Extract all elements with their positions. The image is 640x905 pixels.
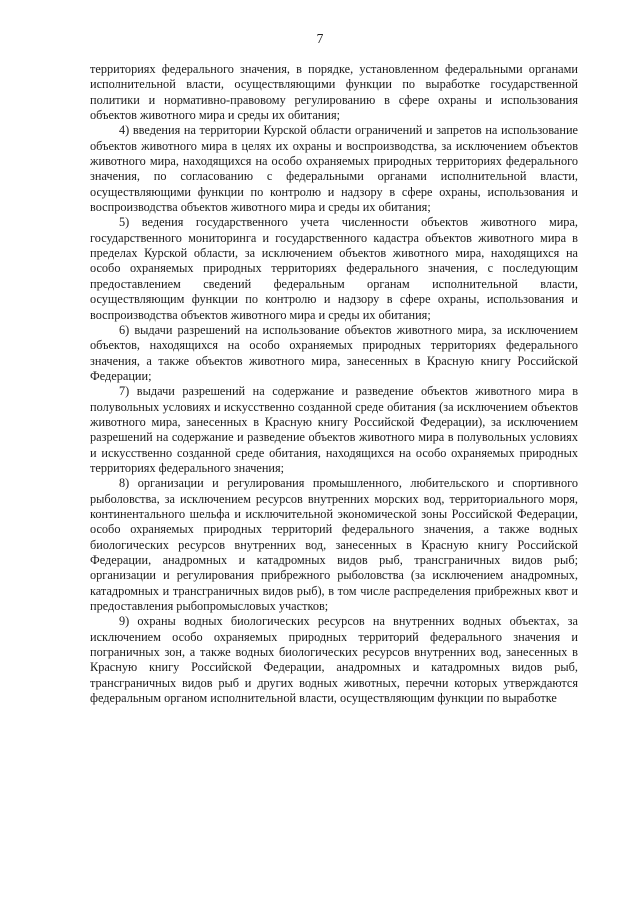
paragraph-item-9: 9) охраны водных биологических ресурсов на внутренних водных объектах, за исключением особо охраняемых природных территорий федерального значения и пограничных зон, а также водных биологических ресурсов внутренних вод, занесенных в Красную книгу Российской Федерации, анадромных и катадромных видов рыб, трансграничных видов рыб и других водных животных, перечни которых утверждаются федеральным органом исполнительной власти, осуществляющим функции по выработке [90,614,578,706]
paragraph-continuation: территориях федерального значения, в порядке, установленном федеральными органами исполнительной власти, осуществляющими функции по выработке государственной политики и нормативно-правовому регулированию в сфере охраны и использования объектов животного мира и среды их обитания; [90,62,578,123]
paragraph-item-4: 4) введения на территории Курской области ограничений и запретов на использование объектов животного мира в целях их охраны и воспроизводства, за исключением объектов животного мира, находящихся на особо охраняемых природных территориях федерального значения, по согласованию с федеральными органами исполнительной власти, осуществляющими функции по контролю и надзору в сфере охраны, использования и воспроизводства объектов животного мира и среды их обитания; [90,123,578,215]
paragraph-item-8: 8) организации и регулирования промышленного, любительского и спортивного рыболовства, за исключением ресурсов внутренних морских вод, территориального моря, континентального шельфа и исключительной экономической зоны Российской Федерации, особо охраняемых природных территорий федерального значения, а также водных биологических ресурсов внутренних вод, занесенных в Красную книгу Российской Федерации, анадромных и катадромных видов рыб, трансграничных видов рыб; организации и регулирования прибрежного рыболовства (за исключением анадромных, катадромных и трансграничных видов рыб), в том числе распределения прибрежных квот и предоставления рыбопромысловых участков; [90,476,578,614]
paragraph-item-6: 6) выдачи разрешений на использование объектов животного мира, за исключением объектов, находящихся на особо охраняемых природных территориях федерального значения, а также объектов животного мира, занесенных в Красную книгу Российской Федерации; [90,322,578,383]
page-number: 7 [316,31,324,46]
paragraph-item-5: 5) ведения государственного учета численности объектов животного мира, государственного мониторинга и государственного кадастра объектов животного мира в пределах Курской области, за исключением объектов животного мира, находящихся на особо охраняемых природных территориях федерального значения, с последующим предоставлением сведений федеральным органам исполнительной власти, осуществляющим функции по контролю и надзору в сфере охраны, использования и воспроизводства объектов животного мира и среды их обитания; [90,215,578,322]
document-body [90,62,578,706]
paragraph-item-7: 7) выдачи разрешений на содержание и разведение объектов животного мира в полувольных условиях и искусственно созданной среде обитания (за исключением объектов животного мира, занесенных в Красную книгу Российской Федерации), за исключением разрешений на содержание и разведение объектов животного мира в полувольных условиях и искусственно созданной среде обитания, находящихся на особо охраняемых природных территориях федерального значения; [90,384,578,475]
